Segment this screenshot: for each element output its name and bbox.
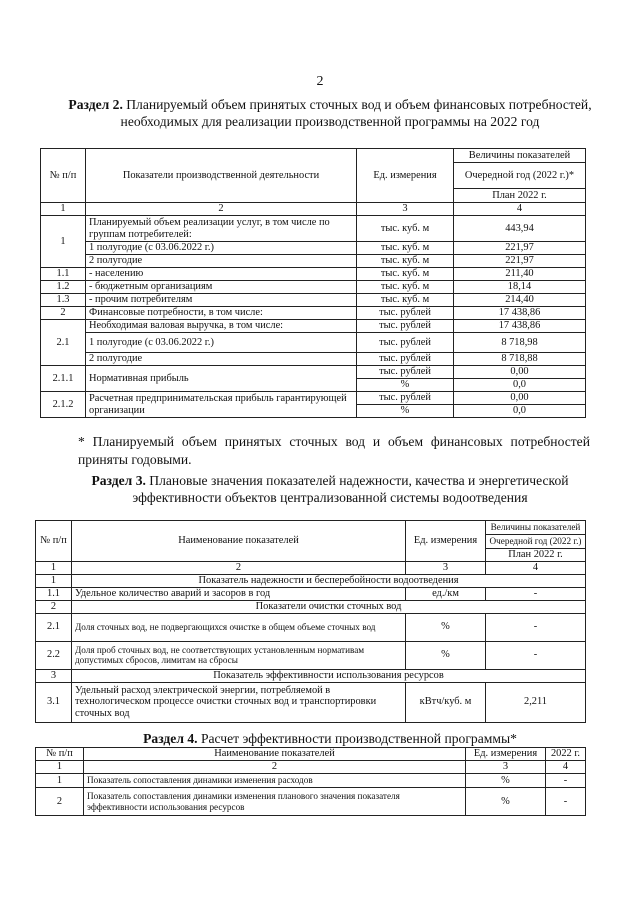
table-row <box>41 307 586 320</box>
table-row <box>41 392 586 405</box>
row-unit: тыс. куб. м <box>357 268 454 281</box>
row-number: 1.3 <box>41 294 86 307</box>
row-unit: тыс. куб. м <box>357 242 454 255</box>
column-number: 2 <box>72 562 406 575</box>
col-header-year: 2022 г. <box>546 748 586 761</box>
row-name: Необходимая валовая выручка, в том числе: <box>86 320 357 333</box>
row-value: - <box>486 641 586 669</box>
row-name: - населению <box>86 268 357 281</box>
row-value: - <box>546 774 586 788</box>
row-unit: тыс. рублей <box>357 353 454 366</box>
section-4-title-bold: Раздел 4. <box>143 731 198 746</box>
section-2-title <box>60 96 600 130</box>
row-unit: кВтч/куб. м <box>406 682 486 722</box>
column-number: 1 <box>36 761 84 774</box>
col-header-next-year: Очередной год (2022 г.)* <box>454 163 586 189</box>
row-number: 1 <box>36 774 84 788</box>
row-value: - <box>486 587 586 600</box>
row-number: 3 <box>36 669 72 682</box>
row-value: 8 718,98 <box>454 333 586 353</box>
group-heading: Показатели очистки сточных вод <box>72 600 586 613</box>
table-row <box>36 788 586 816</box>
row-name: Планируемый объем реализации услуг, в том числе по группам потребителей: <box>86 216 357 242</box>
column-number: 4 <box>546 761 586 774</box>
row-value: 2,211 <box>486 682 586 722</box>
col-header-values: Величины показателей <box>486 521 586 535</box>
table-row <box>36 574 586 587</box>
row-unit: % <box>406 641 486 669</box>
row-name: Доля проб сточных вод, не соответствующих установленным нормативам допустимых сбросов, лимитам на сбросы <box>72 641 406 669</box>
row-value: 18,14 <box>454 281 586 294</box>
section-2-title-bold: Раздел 2. <box>68 97 123 112</box>
table-row <box>36 641 586 669</box>
row-number: 2.1 <box>41 320 86 366</box>
column-number: 4 <box>454 203 586 216</box>
row-value: 211,40 <box>454 268 586 281</box>
section-3-title-bold: Раздел 3. <box>91 473 146 488</box>
column-number: 2 <box>84 761 466 774</box>
section-3-table <box>35 520 586 723</box>
page-number: 2 <box>316 74 324 89</box>
col-header-unit: Ед. измерения <box>357 149 454 203</box>
row-unit: тыс. куб. м <box>357 294 454 307</box>
col-header-name: Наименование показателей <box>72 521 406 562</box>
row-unit: тыс. рублей <box>357 333 454 353</box>
col-header-plan: План 2022 г. <box>454 189 586 203</box>
table-row <box>36 669 586 682</box>
col-header-values: Величины показателей <box>454 149 586 163</box>
row-name: Расчетная предпринимательская прибыль гарантирующей организации <box>86 392 357 418</box>
table-row <box>41 268 586 281</box>
row-unit: тыс. рублей <box>357 366 454 379</box>
row-value: 214,40 <box>454 294 586 307</box>
col-header-name: Наименование показателей <box>84 748 466 761</box>
row-value: 0,00 <box>454 366 586 379</box>
row-name: Показатель сопоставления динамики изменения планового значения показателя эффективности использования ресурсов <box>84 788 466 816</box>
row-value: 8 718,88 <box>454 353 586 366</box>
row-number: 2.1 <box>36 613 72 641</box>
column-number: 2 <box>86 203 357 216</box>
col-header-no: № п/п <box>36 521 72 562</box>
row-value: 0,0 <box>454 405 586 418</box>
section-4-table <box>35 747 586 816</box>
row-name: Финансовые потребности, в том числе: <box>86 307 357 320</box>
table-row <box>41 320 586 333</box>
column-number: 1 <box>41 203 86 216</box>
table-row <box>41 294 586 307</box>
row-unit: тыс. рублей <box>357 307 454 320</box>
row-name: Доля сточных вод, не подвергающихся очистке в общем объеме сточных вод <box>72 613 406 641</box>
table-row <box>36 600 586 613</box>
row-unit: ед./км <box>406 587 486 600</box>
row-name: 2 полугодие <box>86 353 357 366</box>
row-value: 17 438,86 <box>454 320 586 333</box>
row-name: Удельное количество аварий и засоров в год <box>72 587 406 600</box>
row-value: 221,97 <box>454 242 586 255</box>
row-value: 0,0 <box>454 379 586 392</box>
column-number: 3 <box>357 203 454 216</box>
column-number: 1 <box>36 562 72 575</box>
row-number: 2 <box>41 307 86 320</box>
table-row <box>41 366 586 379</box>
column-number: 4 <box>486 562 586 575</box>
column-number: 3 <box>466 761 546 774</box>
row-number: 1.1 <box>36 587 72 600</box>
col-header-no: № п/п <box>41 149 86 203</box>
row-name: - бюджетным организациям <box>86 281 357 294</box>
row-number: 2.1.2 <box>41 392 86 418</box>
row-unit: % <box>406 613 486 641</box>
col-header-no: № п/п <box>36 748 84 761</box>
row-name: 2 полугодие <box>86 255 357 268</box>
row-unit: % <box>357 379 454 392</box>
row-name: Удельный расход электрической энергии, потребляемой в технологическом процессе очистки сточных вод и транспортировки сточных вод <box>72 682 406 722</box>
section-3-title-text: Плановые значения показателей надежности, качества и энергетической эффективности объектов централизованной системы водоотведения <box>132 473 569 505</box>
row-name: Нормативная прибыль <box>86 366 357 392</box>
section-3-title <box>60 472 600 506</box>
row-value: - <box>486 613 586 641</box>
table-row <box>36 587 586 600</box>
row-unit: тыс. куб. м <box>357 216 454 242</box>
row-number: 2 <box>36 600 72 613</box>
row-unit: % <box>357 405 454 418</box>
table-row <box>41 333 586 353</box>
row-unit: тыс. рублей <box>357 320 454 333</box>
row-name: - прочим потребителям <box>86 294 357 307</box>
row-unit: тыс. куб. м <box>357 255 454 268</box>
section-2-footnote: * Планируемый объем принятых сточных вод и объем финансовых потребностей приняты годовыми. <box>78 434 590 467</box>
row-number: 1.1 <box>41 268 86 281</box>
column-number: 3 <box>406 562 486 575</box>
row-number: 2.2 <box>36 641 72 669</box>
row-name: Показатель сопоставления динамики изменения расходов <box>84 774 466 788</box>
col-header-name: Показатели производственной деятельности <box>86 149 357 203</box>
row-number: 2 <box>36 788 84 816</box>
table-row <box>41 255 586 268</box>
col-header-unit: Ед. измерения <box>466 748 546 761</box>
row-number: 3.1 <box>36 682 72 722</box>
group-heading: Показатель надежности и бесперебойности водоотведения <box>72 574 586 587</box>
table-row <box>41 353 586 366</box>
table-row <box>41 216 586 242</box>
row-unit: тыс. куб. м <box>357 281 454 294</box>
section-2-title-text: Планируемый объем принятых сточных вод и объем финансовых потребностей, необходимых для реализации производственной программы на 2022 год <box>120 97 592 129</box>
col-header-next-year: Очередной год (2022 г.) <box>486 535 586 549</box>
section-4-title <box>60 730 600 747</box>
row-number: 1.2 <box>41 281 86 294</box>
row-number: 1 <box>36 574 72 587</box>
row-number: 2.1.1 <box>41 366 86 392</box>
row-name: 1 полугодие (с 03.06.2022 г.) <box>86 242 357 255</box>
row-name: 1 полугодие (с 03.06.2022 г.) <box>86 333 357 353</box>
table-row <box>36 613 586 641</box>
row-value: 0,00 <box>454 392 586 405</box>
table-row <box>41 281 586 294</box>
table-row <box>36 682 586 722</box>
row-unit: тыс. рублей <box>357 392 454 405</box>
col-header-unit: Ед. измерения <box>406 521 486 562</box>
section-2-table <box>40 148 586 418</box>
row-unit: % <box>466 788 546 816</box>
group-heading: Показатель эффективности использования ресурсов <box>72 669 586 682</box>
row-number: 1 <box>41 216 86 268</box>
row-value: - <box>546 788 586 816</box>
row-value: 443,94 <box>454 216 586 242</box>
row-value: 221,97 <box>454 255 586 268</box>
row-value: 17 438,86 <box>454 307 586 320</box>
table-row <box>41 242 586 255</box>
col-header-plan: План 2022 г. <box>486 549 586 562</box>
section-4-title-text: Расчет эффективности производственной программы* <box>197 731 517 746</box>
row-unit: % <box>466 774 546 788</box>
table-row <box>36 774 586 788</box>
